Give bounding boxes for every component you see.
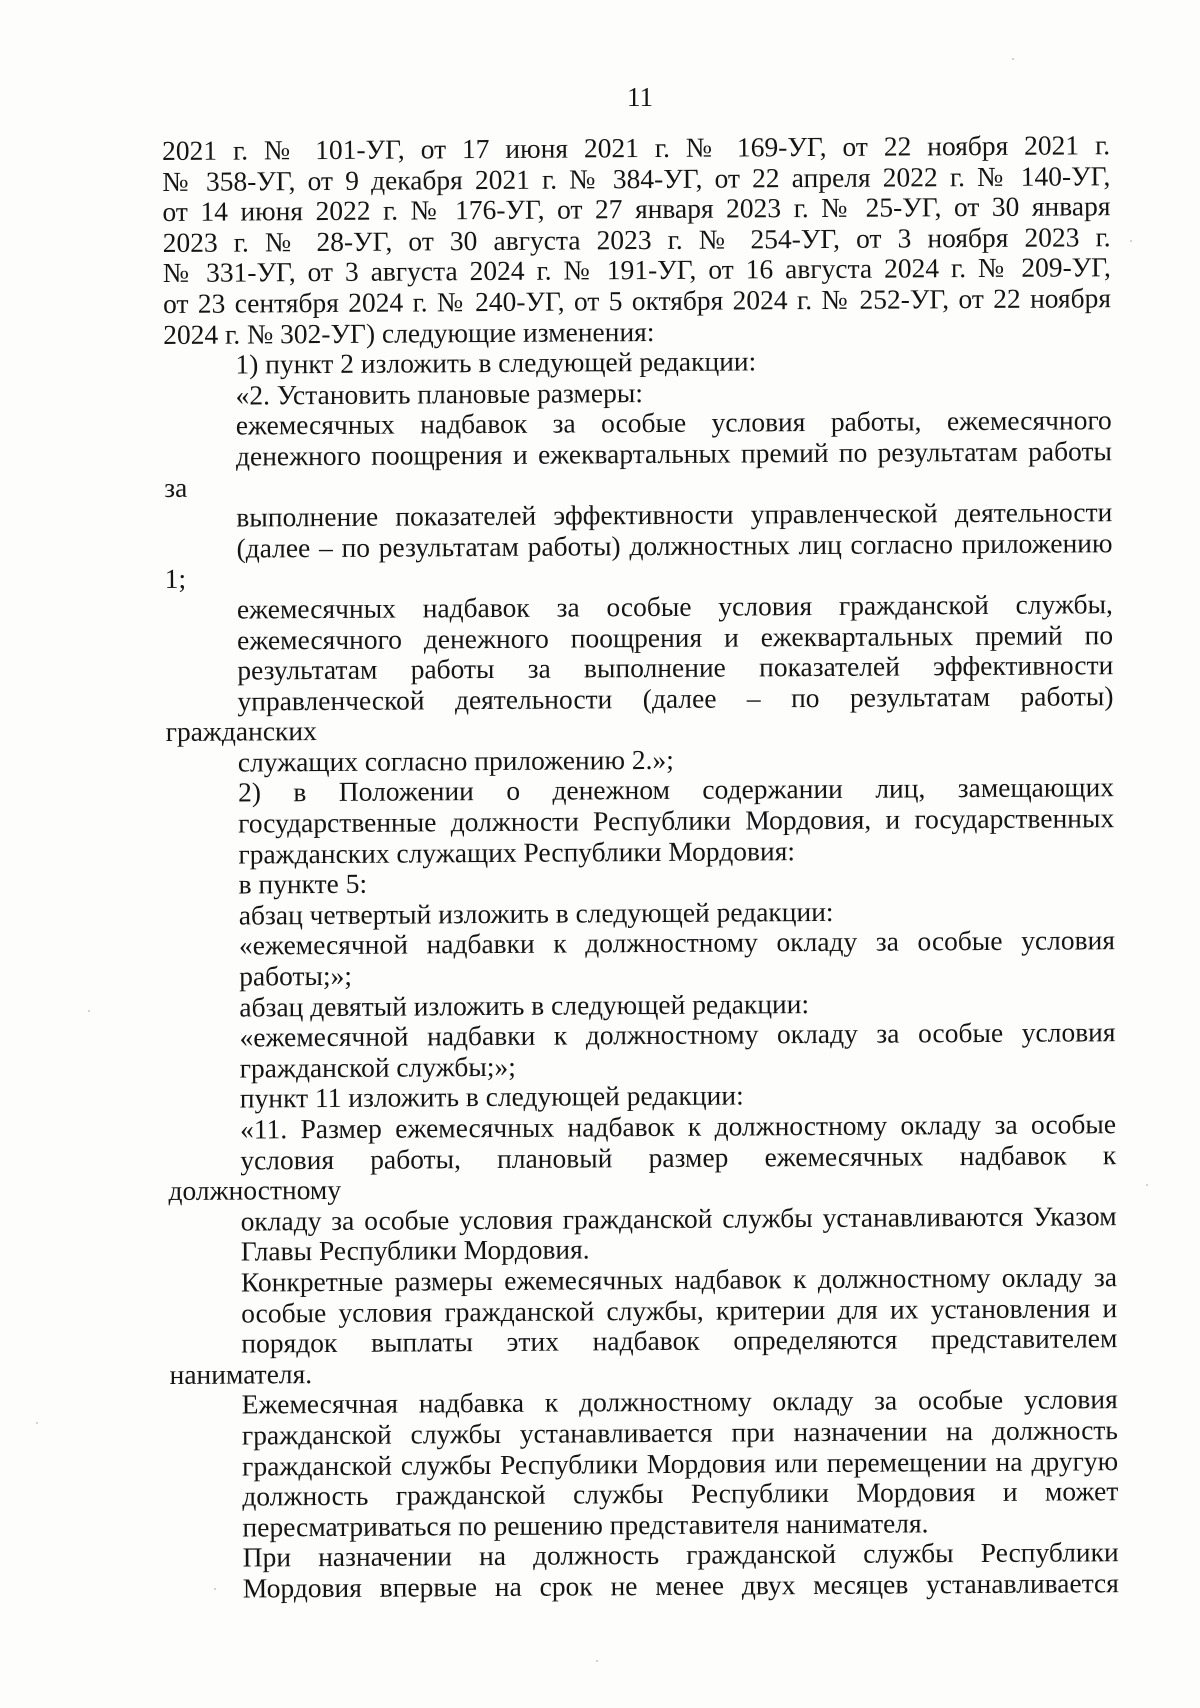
text-line: ежемесячного денежного поощрения и ежеквартальных премий по xyxy=(236,618,1114,656)
paragraph-monthly-allowance xyxy=(170,1385,1119,1544)
text-line: выполнение показателей эффективности управленческой деятельности xyxy=(236,496,1113,533)
text-line: в пункте 5: xyxy=(238,868,368,900)
text-line: порядок выплаты этих надбавок определяются представителем нанимателя. xyxy=(169,1322,1118,1390)
text-line: № 358-УГ, от 9 декабря 2021 г. № 384-УГ, от 22 апреля 2022 г. № 140-УГ, xyxy=(162,159,1111,197)
text-line: условия работы, плановый размер ежемесячных надбавок к должностному xyxy=(168,1138,1117,1207)
scan-speck xyxy=(1146,1184,1148,1186)
text-line: Конкретные размеры ежемесячных надбавок к должностному окладу за xyxy=(240,1261,1118,1298)
paragraph-allowances-servants xyxy=(165,589,1114,778)
text-line: результатам работы за выполнение показателей эффективности xyxy=(237,649,1114,686)
text-line: ежемесячных надбавок за особые условия гражданской службы, xyxy=(236,588,1113,625)
text-line: Мордовия впервые на срок не менее двух месяцев устанавливается xyxy=(242,1567,1119,1604)
text-line: 2023 г. № 28-УГ, от 30 августа 2023 г. № 254-УГ, от 3 ноября 2023 г. xyxy=(162,220,1111,258)
text-line: окладу за особые условия гражданской службы устанавливаются Указом xyxy=(240,1199,1117,1237)
paragraph-first-appointment xyxy=(171,1537,1119,1604)
text-line: абзац девятый изложить в следующей редакции: xyxy=(239,987,810,1023)
text-line: 2024 г. № 302-УГ) следующие изменения: xyxy=(163,315,655,350)
scan-speck xyxy=(596,1660,598,1662)
text-line: работы;»; xyxy=(239,959,353,992)
scan-speck xyxy=(88,1010,90,1012)
paragraph-abzac4-quote xyxy=(167,926,1115,993)
text-line: от 14 июня 2022 г. № 176-УГ, от 27 января 2023 г. № 25-УГ, от 30 января xyxy=(162,190,1111,228)
document-body xyxy=(162,130,1119,1604)
text-line: управленческой деятельности (далее – по результатам работы) гражданских xyxy=(165,679,1114,748)
text-line: пункт 11 изложить в следующей редакции: xyxy=(239,1079,744,1114)
scan-speck xyxy=(214,1588,216,1590)
text-line: «2. Установить плановые размеры: xyxy=(235,376,644,411)
text-line: государственные должности Республики Мордовия, и государственных xyxy=(238,802,1115,839)
text-line: гражданской службы;»; xyxy=(239,1050,516,1084)
text-line: гражданской службы устанавливается при назначении на должность xyxy=(241,1414,1119,1451)
scan-speck xyxy=(1012,58,1014,60)
scan-speck xyxy=(36,1422,38,1424)
text-line: 1) пункт 2 изложить в следующей редакции: xyxy=(235,345,757,380)
text-line: денежного поощрения и ежеквартальных премий по результатам работы за xyxy=(164,435,1113,503)
text-line: абзац четвертый изложить в следующей редакции: xyxy=(238,895,834,931)
text-line: «ежемесячной надбавки к должностному окладу за особые условия xyxy=(238,924,1116,961)
text-line: от 23 сентября 2024 г. № 240-УГ, от 5 октября 2024 г. № 252-УГ, от 22 ноября xyxy=(162,282,1112,319)
text-line: ежемесячных надбавок за особые условия работы, ежемесячного xyxy=(235,404,1112,441)
text-line: гражданских служащих Республики Мордовия: xyxy=(238,834,796,870)
paragraph-point11-quote xyxy=(168,1109,1117,1268)
text-line: должность гражданской службы Республики Мордовия и может xyxy=(242,1475,1119,1512)
paragraph-allowances-officials xyxy=(164,406,1113,595)
paragraph-abzac9-quote xyxy=(167,1017,1115,1084)
text-line: пересматриваться по решению представителя нанимателя. xyxy=(242,1507,929,1543)
paragraph-continuation xyxy=(162,130,1111,350)
text-line: № 331-УГ, от 3 августа 2024 г. № 191-УГ, от 16 августа 2024 г. № 209-УГ, xyxy=(162,251,1111,289)
text-line: (далее – по результатам работы) должностных лиц согласно приложению 1; xyxy=(164,526,1113,595)
page-number: 11 xyxy=(627,82,653,112)
text-line: 2021 г. № 101-УГ, от 17 июня 2021 г. № 169-УГ, от 22 ноября 2021 г. xyxy=(161,129,1111,166)
text-line: особые условия гражданской службы, критерии для их установления и xyxy=(241,1291,1118,1329)
paragraph-specific-sizes xyxy=(169,1262,1118,1390)
scan-speck xyxy=(1130,240,1132,242)
text-line: «ежемесячной надбавки к должностному окладу за особые условия xyxy=(239,1016,1116,1053)
text-line: 2) в Положении о денежном содержании лиц, замещающих xyxy=(237,771,1115,809)
paragraph-item2 xyxy=(166,773,1115,871)
text-line: гражданской службы Республики Мордовия или перемещении на другую xyxy=(242,1444,1119,1482)
text-line: Ежемесячная надбавка к должностному окладу за особые условия xyxy=(241,1383,1118,1420)
text-line: При назначении на должность гражданской службы Республики xyxy=(242,1536,1119,1573)
text-line: служащих согласно приложению 2.»; xyxy=(237,743,674,778)
text-line: «11. Размер ежемесячных надбавок к должностному окладу за особые xyxy=(239,1108,1117,1145)
text-line: Главы Республики Мордовия. xyxy=(240,1233,590,1267)
